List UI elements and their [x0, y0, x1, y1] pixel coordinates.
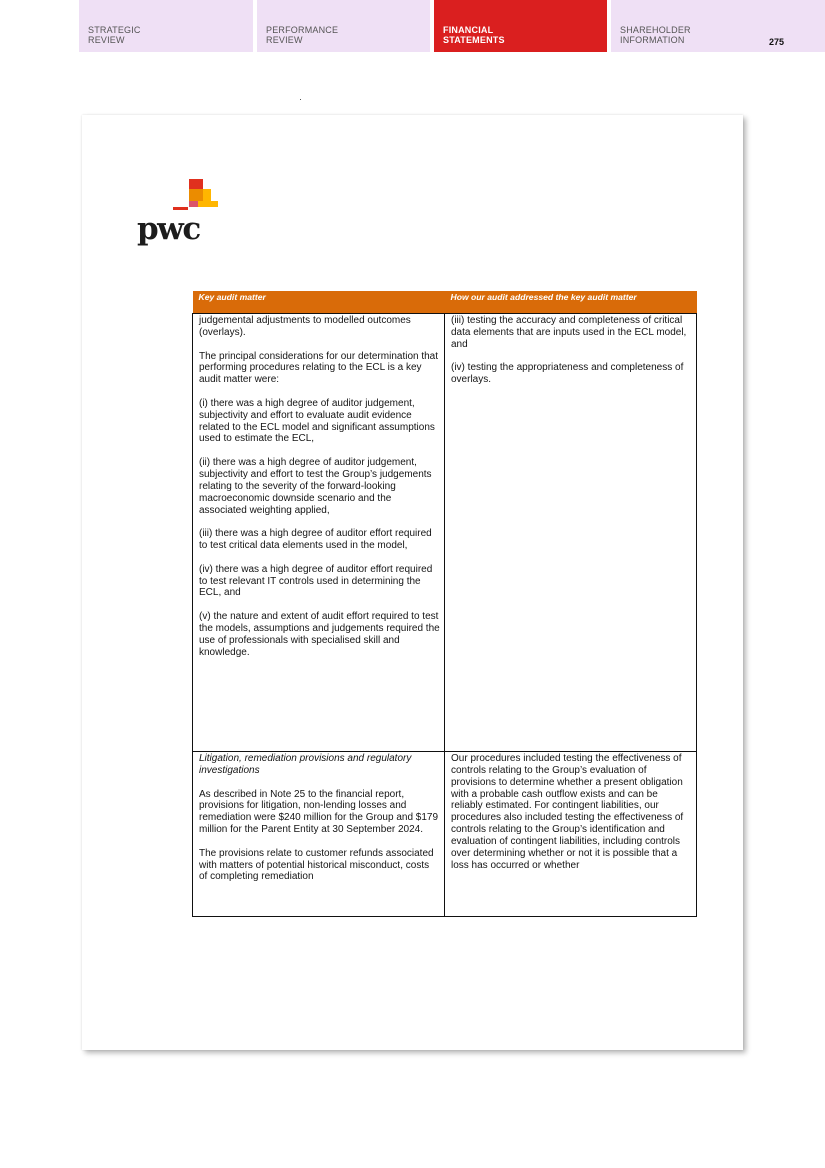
tab-label-line2: INFORMATION	[620, 35, 685, 45]
paragraph: The provisions relate to customer refunds associated with matters of potential historical misconduct, costs of completing remediation	[199, 847, 434, 883]
tab-label-line1: FINANCIAL	[443, 25, 494, 35]
paragraph: Our procedures included testing the effectiveness of controls relating to the Group’s evaluation of provisions to determine whether a present obligation with a probable cash outflow exists and can be reliably estimated. For contingent liabilities, our procedures also included testing the effectiveness of controls relating to the Group’s identification and evaluation of contingent liabilities, including controls over determining whether or not it is possible that a loss has occurred or whether	[451, 753, 684, 871]
paragraph: (ii) there was a high degree of auditor judgement, subjectivity and effort to test the Group’s judgements relating to the severity of the forward-looking macroeconomic downside scenario and the associated weighting applied,	[199, 457, 432, 516]
paragraph: (iii) there was a high degree of auditor effort required to test critical data elements used in the model,	[199, 528, 432, 552]
tab-label-line1: PERFORMANCE	[266, 25, 339, 35]
paragraph: (iv) there was a high degree of auditor effort required to test relevant IT controls used in determining the ECL, and	[199, 563, 433, 599]
paragraph: (i) there was a high degree of auditor judgement, subjectivity and effort to evaluate audit evidence related to the ECL model and significant assumptions used to estimate the ECL,	[199, 397, 435, 445]
table-row	[193, 314, 697, 752]
paragraph: (iii) testing the accuracy and completeness of critical data elements that are inputs used in the ECL model, and	[451, 315, 687, 350]
matter-title: Litigation, remediation provisions and regulatory investigations	[199, 753, 412, 776]
pwc-logo	[137, 179, 227, 247]
tab-label-line2: REVIEW	[266, 35, 303, 45]
page-number: 275	[769, 37, 785, 47]
paragraph: judgemental adjustments to modelled outcomes (overlays).	[199, 315, 411, 338]
tab-performance-review[interactable]	[257, 0, 430, 52]
paragraph: (iv) testing the appropriateness and completeness of overlays.	[451, 362, 684, 386]
tab-strategic-review[interactable]	[79, 0, 253, 52]
table-cell-matter	[193, 314, 445, 752]
paragraph: (v) the nature and extent of audit effort required to test the models, assumptions and judgements required the use of professionals with specialised skill and knowledge.	[199, 611, 440, 658]
pwc-logo-text: pwc	[137, 211, 200, 247]
document-sheet	[82, 115, 743, 1050]
column-header-key-audit-matter: Key audit matter	[193, 291, 445, 314]
table-cell-response	[445, 314, 697, 752]
tab-financial-statements[interactable]	[434, 0, 607, 52]
column-header-how-addressed: How our audit addressed the key audit matter	[445, 291, 697, 314]
paragraph: As described in Note 25 to the financial report, provisions for litigation, non-lending losses and remediation were $240 million for the Group and $179 million for the Parent Entity at 30 September 2024.	[199, 788, 439, 836]
top-navigation	[0, 0, 825, 52]
tab-shareholder-information[interactable]	[611, 0, 825, 52]
table-cell-response	[445, 752, 697, 917]
tab-label-line1: STRATEGIC	[88, 25, 141, 35]
tab-label-line2: STATEMENTS	[443, 35, 505, 45]
tab-label-line2: REVIEW	[88, 35, 125, 45]
table-cell-matter	[193, 752, 445, 917]
table-row	[193, 752, 697, 917]
paragraph: The principal considerations for our determination that performing procedures relating to the ECL is a key audit matter were:	[199, 350, 439, 386]
stray-dot	[300, 99, 301, 100]
tab-label-line1: SHAREHOLDER	[620, 25, 691, 35]
table-header-row	[193, 291, 697, 314]
key-audit-matter-table	[192, 291, 697, 917]
